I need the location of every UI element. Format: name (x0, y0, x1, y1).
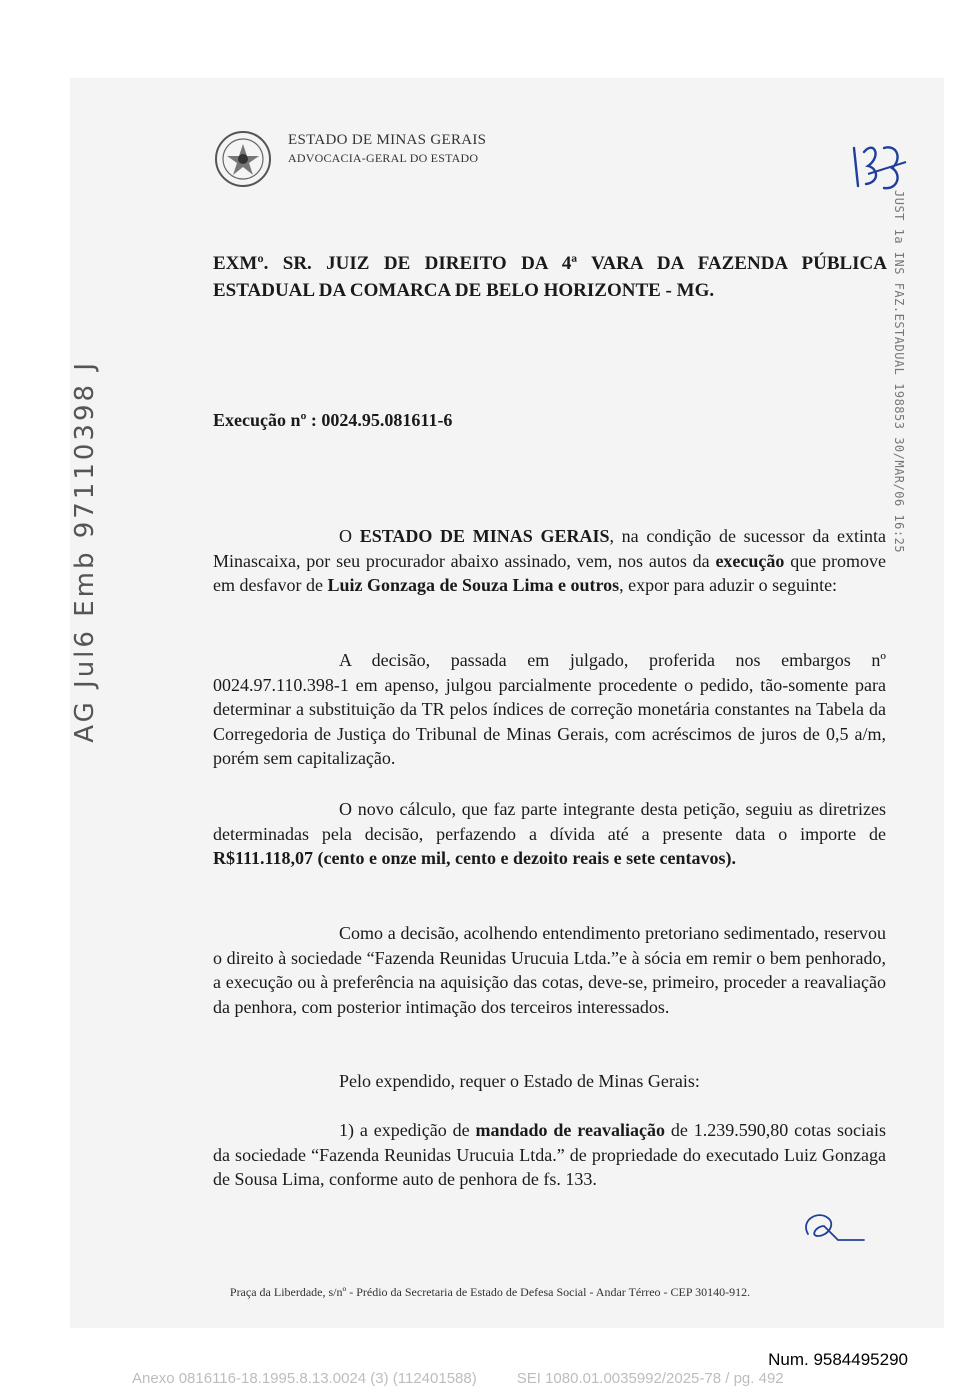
sei-reference: SEI 1080.01.0035992/2025-78 / pg. 492 (516, 1370, 784, 1387)
state-seal-icon (214, 130, 272, 188)
paragraph-reevaluation: Como a decisão, acolhendo entendimento pretoriano sedimentado, reservou o direito à sociedade “Fazenda Reunidas Urucuia Ltda.”e à sócia em remir o bem penhorado, a execução ou à preferência na aquisição das cotas, deve-se, primeiro, proceder a reavaliação da penhora, com posterior intimação dos terceiros interessados. (213, 923, 886, 1017)
document-number: Num. 9584495290 (768, 1350, 908, 1369)
addressee: EXMº. SR. JUIZ DE DIREITO DA 4ª VARA DA FAZENDA PÚBLICA ESTADUAL DA COMARCA DE BELO HORIZONTE - MG. (213, 253, 887, 301)
paragraph-decision: A decisão, passada em julgado, proferida nos embargos nº 0024.97.110.398-1 em apenso, julgou parcialmente procedente o pedido, tão-somente para determinar a substituição da TR pelos índices de correção monetária constantes na Tabela da Corregedoria de Justiça do Tribunal de Minas Gerais, com acréscimos de juros de 0,5 a/m, porém sem capitalização. (213, 650, 886, 768)
paragraph-introduction: O ESTADO DE MINAS GERAIS, na condição de sucessor da extinta Minascaixa, por seu procurador abaixo assinado, vem, nos autos da execução que promove em desfavor de Luiz Gonzaga de Souza Lima e outros, expor para aduzir o seguinte: (213, 526, 886, 595)
handwritten-page-number-mark (848, 138, 914, 198)
handwritten-margin-note: AG Jul6 Emb 97110398 J (70, 360, 100, 743)
footer-address: Praça da Liberdade, s/nº - Prédio da Secretaria de Estado de Defesa Social - Andar Térreo - CEP 30140-912. (229, 1285, 751, 1299)
paragraph-request-intro: Pelo expendido, requer o Estado de Minas Gerais: (339, 1071, 700, 1091)
annex-line (132, 1370, 824, 1387)
header-state: ESTADO DE MINAS GERAIS (288, 132, 487, 148)
paragraph-calculation: O novo cálculo, que faz parte integrante desta petição, seguiu as diretrizes determinadas pela decisão, perfazendo a dívida até a presente data o importe de R$111.118,07 (cento e onze mil, cento e dezoito reais e sete centavos). (213, 799, 886, 868)
header-agency: ADVOCACIA-GERAL DO ESTADO (288, 151, 479, 165)
annex-reference: Anexo 0816116-18.1995.8.13.0024 (3) (112401588) (132, 1370, 477, 1387)
paragraph-request-item-1: 1) a expedição de mandado de reavaliação de 1.239.590,80 cotas sociais da sociedade “Fazenda Reunidas Urucuia Ltda.” de propriedade do executado Luiz Gonzaga de Sousa Lima, conforme auto de penhora de fs. 133. (213, 1120, 887, 1189)
protocol-stamp: JUST 1a INS FAZ.ESTADUAL 198853 30/MAR/06 16:25 (892, 190, 906, 554)
signature-initials-mark (798, 1206, 868, 1246)
execution-number: Execução nº : 0024.95.081611-6 (213, 410, 453, 430)
